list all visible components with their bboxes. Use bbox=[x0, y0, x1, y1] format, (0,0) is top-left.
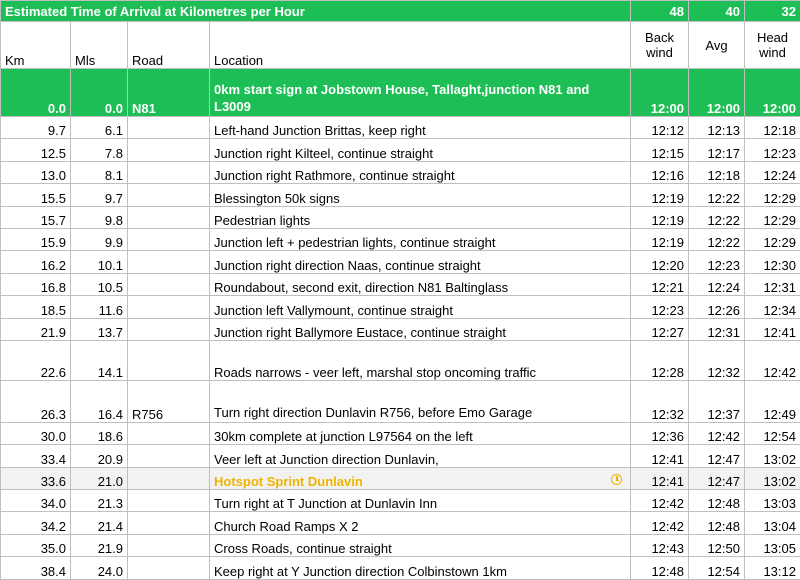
start-avg-time: 12:00 bbox=[689, 69, 745, 117]
location-cell: Pedestrian lights bbox=[210, 206, 631, 228]
avg-time: 12:47 bbox=[689, 445, 745, 467]
mls-cell: 11.6 bbox=[71, 296, 128, 318]
location-cell: Roundabout, second exit, direction N81 Baltinglass bbox=[210, 273, 631, 295]
speed-avg: 40 bbox=[689, 1, 745, 22]
back-wind-time: 12:21 bbox=[631, 273, 689, 295]
back-wind-time: 12:36 bbox=[631, 422, 689, 444]
km-cell: 26.3 bbox=[1, 380, 71, 422]
table-row bbox=[1, 445, 800, 467]
road-cell bbox=[128, 117, 210, 139]
mls-cell: 21.0 bbox=[71, 467, 128, 489]
back-wind-time: 12:43 bbox=[631, 534, 689, 556]
head-wind-time: 12:29 bbox=[745, 206, 800, 228]
mls-cell: 8.1 bbox=[71, 161, 128, 183]
km-cell: 22.6 bbox=[1, 340, 71, 380]
table-row bbox=[1, 422, 800, 444]
road-cell: R756 bbox=[128, 380, 210, 422]
mls-cell: 21.3 bbox=[71, 490, 128, 512]
start-location: 0km start sign at Jobstown House, Tallaght,junction N81 and L3009 bbox=[210, 69, 631, 117]
header-back-wind: Back wind bbox=[631, 22, 689, 69]
location-cell: Veer left at Junction direction Dunlavin, bbox=[210, 445, 631, 467]
back-wind-time: 12:42 bbox=[631, 490, 689, 512]
km-cell: 15.9 bbox=[1, 228, 71, 250]
mls-cell: 21.4 bbox=[71, 512, 128, 534]
speed-back-wind: 48 bbox=[631, 1, 689, 22]
head-wind-time: 12:34 bbox=[745, 296, 800, 318]
avg-time: 12:17 bbox=[689, 139, 745, 161]
header-row bbox=[1, 22, 800, 69]
location-cell: Keep right at Y Junction direction Colbinstown 1km bbox=[210, 557, 631, 579]
header-mls: Mls bbox=[71, 22, 128, 69]
avg-time: 12:54 bbox=[689, 557, 745, 579]
header-avg: Avg bbox=[689, 22, 745, 69]
head-wind-time: 12:23 bbox=[745, 139, 800, 161]
location-cell: Junction left + pedestrian lights, continue straight bbox=[210, 228, 631, 250]
road-cell bbox=[128, 184, 210, 206]
head-wind-time: 13:02 bbox=[745, 445, 800, 467]
road-cell bbox=[128, 512, 210, 534]
back-wind-time: 12:12 bbox=[631, 117, 689, 139]
road-cell bbox=[128, 445, 210, 467]
table-row bbox=[1, 251, 800, 273]
header-head-wind: Head wind bbox=[745, 22, 800, 69]
avg-time: 12:13 bbox=[689, 117, 745, 139]
avg-time: 12:31 bbox=[689, 318, 745, 340]
road-cell bbox=[128, 206, 210, 228]
location-cell: Roads narrows - veer left, marshal stop oncoming traffic bbox=[210, 340, 631, 380]
avg-time: 12:26 bbox=[689, 296, 745, 318]
speed-head-wind: 32 bbox=[745, 1, 800, 22]
back-wind-time: 12:16 bbox=[631, 161, 689, 183]
table-row bbox=[1, 318, 800, 340]
table-row bbox=[1, 228, 800, 250]
km-cell: 18.5 bbox=[1, 296, 71, 318]
location-cell: Junction right Kilteel, continue straight bbox=[210, 139, 631, 161]
head-wind-time: 12:41 bbox=[745, 318, 800, 340]
avg-time: 12:47 bbox=[689, 467, 745, 489]
head-wind-time: 12:18 bbox=[745, 117, 800, 139]
head-wind-time: 12:42 bbox=[745, 340, 800, 380]
km-cell: 13.0 bbox=[1, 161, 71, 183]
avg-time: 12:32 bbox=[689, 340, 745, 380]
location-cell: Hotspot Sprint Dunlavin bbox=[210, 467, 631, 489]
mls-cell: 10.1 bbox=[71, 251, 128, 273]
start-back-time: 12:00 bbox=[631, 69, 689, 117]
start-head-time: 12:00 bbox=[745, 69, 800, 117]
back-wind-time: 12:41 bbox=[631, 445, 689, 467]
km-cell: 15.5 bbox=[1, 184, 71, 206]
mls-cell: 18.6 bbox=[71, 422, 128, 444]
mls-cell: 13.7 bbox=[71, 318, 128, 340]
mls-cell: 9.9 bbox=[71, 228, 128, 250]
start-row bbox=[1, 69, 800, 117]
mls-cell: 9.7 bbox=[71, 184, 128, 206]
location-cell: Church Road Ramps X 2 bbox=[210, 512, 631, 534]
location-cell: Turn right at T Junction at Dunlavin Inn bbox=[210, 490, 631, 512]
start-road: N81 bbox=[128, 69, 210, 117]
road-cell bbox=[128, 340, 210, 380]
avg-time: 12:22 bbox=[689, 206, 745, 228]
location-cell: Junction right Ballymore Eustace, continue straight bbox=[210, 318, 631, 340]
clock-icon bbox=[611, 474, 622, 485]
avg-time: 12:48 bbox=[689, 490, 745, 512]
start-km: 0.0 bbox=[1, 69, 71, 117]
mls-cell: 7.8 bbox=[71, 139, 128, 161]
head-wind-time: 13:04 bbox=[745, 512, 800, 534]
location-cell: 30km complete at junction L97564 on the left bbox=[210, 422, 631, 444]
road-cell bbox=[128, 251, 210, 273]
head-wind-time: 13:05 bbox=[745, 534, 800, 556]
km-cell: 12.5 bbox=[1, 139, 71, 161]
title-row bbox=[1, 1, 800, 22]
head-wind-time: 13:12 bbox=[745, 557, 800, 579]
back-wind-time: 12:19 bbox=[631, 184, 689, 206]
km-cell: 9.7 bbox=[1, 117, 71, 139]
back-wind-time: 12:19 bbox=[631, 206, 689, 228]
km-cell: 21.9 bbox=[1, 318, 71, 340]
mls-cell: 6.1 bbox=[71, 117, 128, 139]
km-cell: 33.4 bbox=[1, 445, 71, 467]
head-wind-time: 12:31 bbox=[745, 273, 800, 295]
location-cell: Blessington 50k signs bbox=[210, 184, 631, 206]
location-cell: Turn right direction Dunlavin R756, before Emo Garage bbox=[210, 380, 631, 422]
table-row bbox=[1, 206, 800, 228]
road-cell bbox=[128, 296, 210, 318]
location-cell: Junction right direction Naas, continue straight bbox=[210, 251, 631, 273]
table-row bbox=[1, 184, 800, 206]
header-location: Location bbox=[210, 22, 631, 69]
location-cell: Junction left Vallymount, continue straight bbox=[210, 296, 631, 318]
table-row bbox=[1, 340, 800, 380]
avg-time: 12:48 bbox=[689, 512, 745, 534]
km-cell: 35.0 bbox=[1, 534, 71, 556]
head-wind-time: 12:49 bbox=[745, 380, 800, 422]
table-row bbox=[1, 490, 800, 512]
head-wind-time: 12:54 bbox=[745, 422, 800, 444]
avg-time: 12:24 bbox=[689, 273, 745, 295]
km-cell: 16.2 bbox=[1, 251, 71, 273]
back-wind-time: 12:28 bbox=[631, 340, 689, 380]
table-row bbox=[1, 117, 800, 139]
table-row bbox=[1, 512, 800, 534]
km-cell: 38.4 bbox=[1, 557, 71, 579]
table-row bbox=[1, 534, 800, 556]
table-row bbox=[1, 273, 800, 295]
header-km: Km bbox=[1, 22, 71, 69]
mls-cell: 16.4 bbox=[71, 380, 128, 422]
road-cell bbox=[128, 318, 210, 340]
km-cell: 34.0 bbox=[1, 490, 71, 512]
road-cell bbox=[128, 557, 210, 579]
start-mls: 0.0 bbox=[71, 69, 128, 117]
head-wind-time: 12:29 bbox=[745, 228, 800, 250]
back-wind-time: 12:48 bbox=[631, 557, 689, 579]
km-cell: 30.0 bbox=[1, 422, 71, 444]
head-wind-time: 12:30 bbox=[745, 251, 800, 273]
head-wind-time: 12:24 bbox=[745, 161, 800, 183]
road-cell bbox=[128, 228, 210, 250]
mls-cell: 10.5 bbox=[71, 273, 128, 295]
location-cell: Cross Roads, continue straight bbox=[210, 534, 631, 556]
mls-cell: 20.9 bbox=[71, 445, 128, 467]
road-cell bbox=[128, 139, 210, 161]
head-wind-time: 12:29 bbox=[745, 184, 800, 206]
mls-cell: 9.8 bbox=[71, 206, 128, 228]
table-row bbox=[1, 161, 800, 183]
table-title: Estimated Time of Arrival at Kilometres per Hour bbox=[1, 1, 631, 22]
avg-time: 12:23 bbox=[689, 251, 745, 273]
avg-time: 12:42 bbox=[689, 422, 745, 444]
road-cell bbox=[128, 273, 210, 295]
head-wind-time: 13:03 bbox=[745, 490, 800, 512]
avg-time: 12:18 bbox=[689, 161, 745, 183]
table-row bbox=[1, 296, 800, 318]
hotspot-row bbox=[1, 467, 800, 489]
road-cell bbox=[128, 161, 210, 183]
back-wind-time: 12:20 bbox=[631, 251, 689, 273]
table-row bbox=[1, 139, 800, 161]
table-row bbox=[1, 557, 800, 579]
mls-cell: 24.0 bbox=[71, 557, 128, 579]
km-cell: 15.7 bbox=[1, 206, 71, 228]
back-wind-time: 12:23 bbox=[631, 296, 689, 318]
location-cell: Junction right Rathmore, continue straight bbox=[210, 161, 631, 183]
avg-time: 12:50 bbox=[689, 534, 745, 556]
km-cell: 33.6 bbox=[1, 467, 71, 489]
back-wind-time: 12:27 bbox=[631, 318, 689, 340]
table-row bbox=[1, 380, 800, 422]
back-wind-time: 12:42 bbox=[631, 512, 689, 534]
avg-time: 12:22 bbox=[689, 228, 745, 250]
km-cell: 16.8 bbox=[1, 273, 71, 295]
avg-time: 12:37 bbox=[689, 380, 745, 422]
road-cell bbox=[128, 490, 210, 512]
back-wind-time: 12:15 bbox=[631, 139, 689, 161]
road-cell bbox=[128, 422, 210, 444]
avg-time: 12:22 bbox=[689, 184, 745, 206]
head-wind-time: 13:02 bbox=[745, 467, 800, 489]
location-cell: Left-hand Junction Brittas, keep right bbox=[210, 117, 631, 139]
back-wind-time: 12:41 bbox=[631, 467, 689, 489]
km-cell: 34.2 bbox=[1, 512, 71, 534]
road-cell bbox=[128, 534, 210, 556]
mls-cell: 14.1 bbox=[71, 340, 128, 380]
header-road: Road bbox=[128, 22, 210, 69]
back-wind-time: 12:32 bbox=[631, 380, 689, 422]
back-wind-time: 12:19 bbox=[631, 228, 689, 250]
road-cell bbox=[128, 467, 210, 489]
mls-cell: 21.9 bbox=[71, 534, 128, 556]
